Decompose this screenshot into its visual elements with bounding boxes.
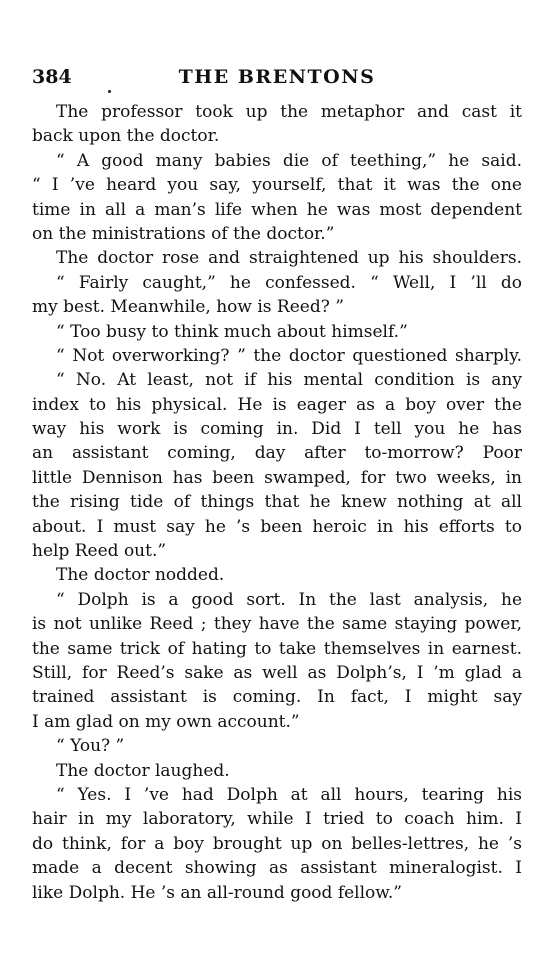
ink-speck	[108, 90, 111, 93]
text-line: help Reed out.”	[32, 541, 167, 562]
body-text	[32, 100, 522, 905]
running-header	[32, 66, 522, 92]
text-line: way his work is coming in. Did I tell you he has	[32, 419, 522, 440]
text-line: The doctor nodded.	[56, 565, 225, 586]
text-line: do think, for a boy brought up on belles-lettres, he ’s	[32, 833, 522, 854]
running-title: THE BRENTONS	[178, 66, 376, 88]
text-line: The doctor laughed.	[56, 760, 230, 781]
text-line: The professor took up the metaphor and cast it	[56, 102, 522, 122]
text-line: “ Fairly caught,” he confessed. “ Well, I ’ll do	[56, 272, 522, 293]
text-line: Still, for Reed’s sake as well as Dolph’s, I ’m glad a	[32, 662, 522, 683]
text-line: The doctor rose and straightened up his shoulders.	[56, 248, 522, 269]
text-line: the same trick of hating to take themselves in earnest.	[32, 638, 522, 659]
text-line: the rising tide of things that he knew nothing at all	[32, 492, 522, 513]
text-line: hair in my laboratory, while I tried to coach him. I	[32, 809, 522, 830]
text-line: like Dolph. He ’s an all-round good fellow.”	[32, 882, 402, 903]
text-line: about. I must say he ’s been heroic in his efforts to	[32, 516, 522, 537]
page-number: 384	[32, 66, 72, 88]
text-line: on the ministrations of the doctor.”	[32, 223, 335, 244]
text-line: trained assistant is coming. In fact, I might say	[32, 687, 522, 708]
text-line: “ You? ”	[56, 736, 125, 757]
text-line: “ Yes. I ’ve had Dolph at all hours, tearing his	[56, 784, 522, 805]
text-line: “ Not overworking? ” the doctor questioned sharply.	[56, 345, 522, 366]
text-line: an assistant coming, day after to-morrow? Poor	[32, 443, 522, 464]
text-line: made a decent showing as assistant mineralogist. I	[32, 858, 522, 879]
text-line: “ Too busy to think much about himself.”	[56, 321, 408, 342]
text-line: little Dennison has been swamped, for two weeks, in	[32, 467, 522, 488]
text-line: I am glad on my own account.”	[32, 711, 300, 732]
text-line: time in all a man’s life when he was most dependent	[32, 199, 522, 220]
text-line: is not unlike Reed ; they have the same staying power,	[32, 614, 522, 635]
text-line: “ Dolph is a good sort. In the last analysis, he	[56, 589, 522, 610]
text-line: my best. Meanwhile, how is Reed? ”	[32, 297, 344, 318]
text-line: “ I ’ve heard you say, yourself, that it was the one	[32, 175, 522, 196]
text-line: back upon the doctor.	[32, 126, 220, 147]
text-line: “ No. At least, not if his mental condition is any	[56, 370, 522, 391]
text-line: index to his physical. He is eager as a boy over the	[32, 394, 522, 415]
text-line: “ A good many babies die of teething,” he said.	[56, 150, 522, 171]
